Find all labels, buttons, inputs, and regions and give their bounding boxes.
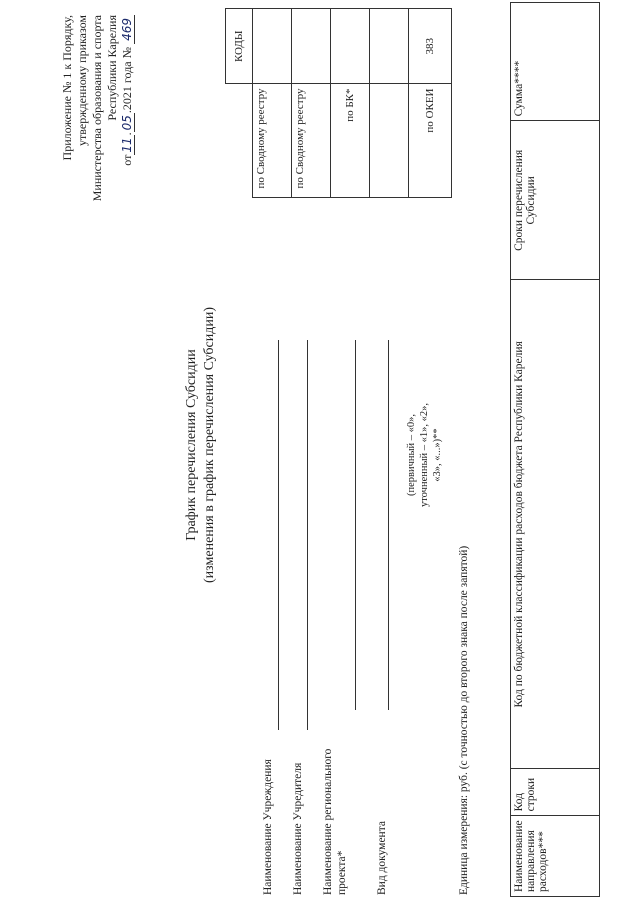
- title-sub: (изменения в график перечисления Субсидии): [202, 307, 218, 583]
- codes-row: [408, 9, 451, 198]
- codes-row: [252, 9, 291, 198]
- annex-block: [60, 15, 135, 225]
- col-header-budget-code: Код по бюджетной классификации расходов бюджета Республики Карелия: [511, 280, 600, 769]
- date-dot: .: [120, 110, 134, 114]
- annex-day: 11: [120, 137, 134, 153]
- founder-label: Наименование Учредителя: [292, 762, 304, 895]
- annex-number: 469: [120, 15, 135, 44]
- annex-date-prefix: от: [120, 154, 134, 166]
- codes-row-value: [369, 9, 408, 85]
- doc-type-label: Вид документа: [376, 821, 388, 895]
- founder-line: [307, 340, 308, 730]
- date-dot: .: [120, 132, 134, 136]
- doc-type-line: [388, 340, 389, 710]
- col-header-direction: Наименование направления расходов***: [511, 816, 600, 897]
- codes-header-spacer: [226, 84, 253, 198]
- institution-line: [278, 340, 279, 730]
- annex-line-3: Министерства образования и спорта: [90, 15, 104, 202]
- annex-line-2: утвержденному приказом: [75, 15, 89, 146]
- annex-date-line: [120, 15, 135, 225]
- title-block: [183, 255, 219, 635]
- col-header-transfer-dates: Сроки перечисления Субсидии: [511, 121, 600, 280]
- codes-row: [330, 9, 369, 198]
- institution-label: Наименование Учреждения: [262, 759, 274, 895]
- col-header-sum: Сумма****: [511, 3, 600, 121]
- doc-type-hint-1: (первичный – «0»,: [406, 413, 417, 497]
- codes-row-label: по ОКЕИ: [408, 84, 451, 198]
- codes-row-label: по Сводному реестру: [291, 84, 330, 198]
- annex-line-1: Приложение № 1 к Порядку,: [60, 15, 74, 161]
- main-table-header-row: [511, 3, 600, 897]
- annex-year: 2021 года №: [120, 46, 134, 111]
- title-main: График перечисления Субсидии: [184, 349, 199, 541]
- codes-header-row: [226, 9, 253, 198]
- doc-type-hint-3: «3», «...»)**: [432, 428, 444, 482]
- codes-row-value: 383: [408, 9, 451, 85]
- project-label: Наименование регионального проекта*: [322, 748, 348, 895]
- codes-row-label: [369, 84, 408, 198]
- annex-month: 05: [120, 115, 134, 131]
- codes-row: [291, 9, 330, 198]
- codes-row-label: по БК*: [330, 84, 369, 198]
- codes-header: КОДЫ: [226, 9, 253, 85]
- codes-row: [369, 9, 408, 198]
- unit-label: Единица измерения: руб. (с точностью до второго знака после запятой): [458, 545, 470, 895]
- annex-line-4: Республики Карелия: [105, 15, 119, 121]
- codes-row-label: по Сводному реестру: [252, 84, 291, 198]
- project-line: [355, 340, 356, 710]
- codes-table: [225, 8, 452, 198]
- codes-row-value: [252, 9, 291, 85]
- col-header-line-code: Код строки: [511, 769, 600, 816]
- codes-row-value: [291, 9, 330, 85]
- doc-type-hint-2: уточненный – «1», «2»,: [419, 402, 431, 508]
- doc-type-hint: [405, 385, 444, 525]
- codes-row-value: [330, 9, 369, 85]
- main-table: [510, 2, 600, 897]
